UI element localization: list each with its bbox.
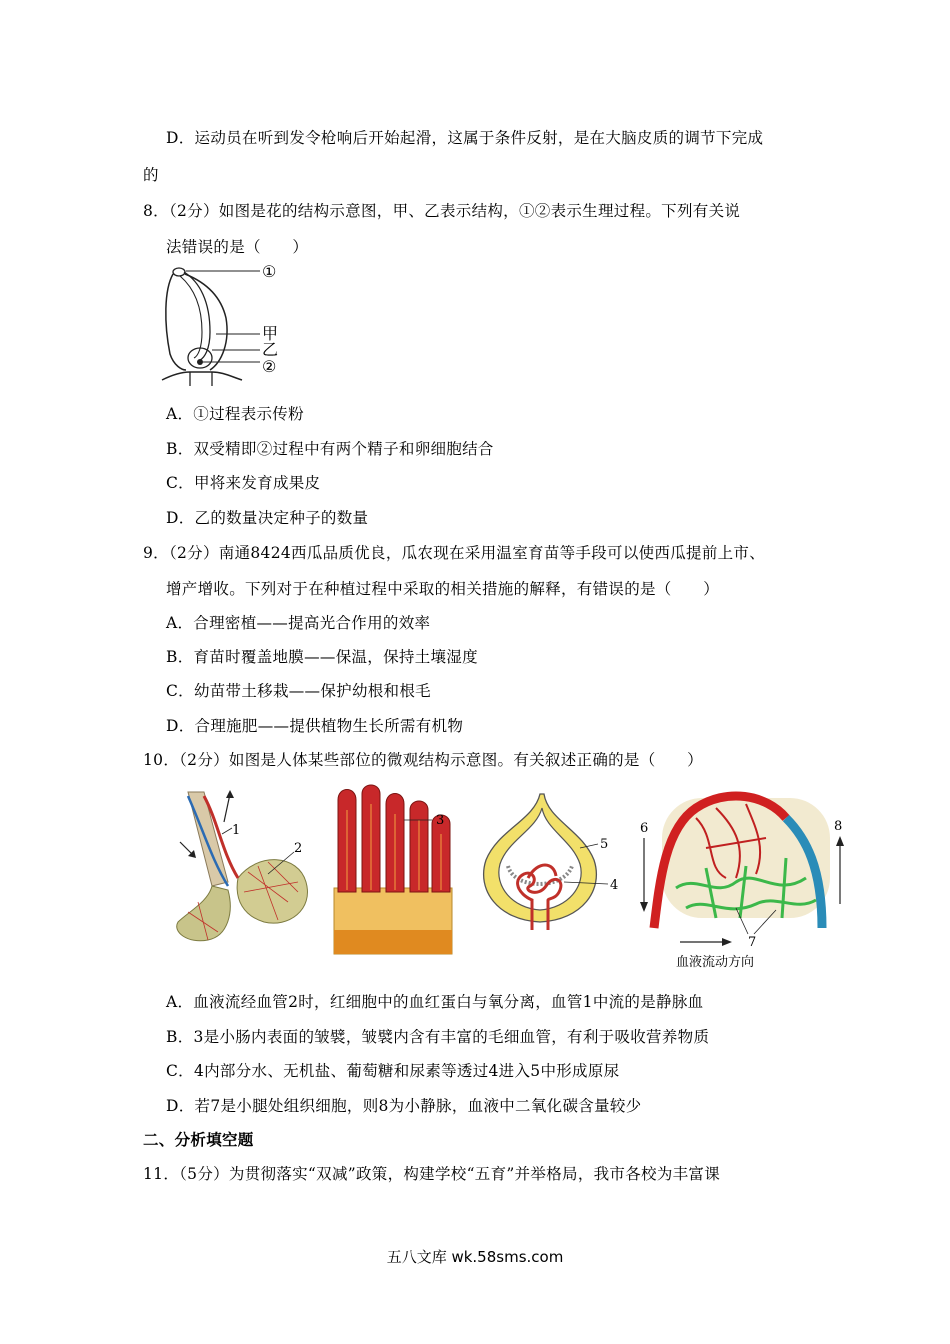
muscle-layer	[334, 930, 452, 954]
label-7: 7	[748, 935, 757, 950]
villi-group	[338, 785, 450, 892]
q8-option-d: D．乙的数量决定种子的数量	[166, 509, 369, 527]
q10-option-d: D．若7是小腿处组织细胞，则8为小静脉，血液中二氧化碳含量较少	[166, 1097, 642, 1115]
label-flow-direction: 血液流动方向	[676, 955, 755, 970]
q11-stem-line1: 11．（5分）为贯彻落实“双减”政策，构建学校“五育”并举格局，我市各校为丰富课	[143, 1165, 721, 1183]
arrowhead-down-6	[640, 902, 648, 912]
arrowhead-up-8	[836, 836, 844, 846]
renal-capsule-inner	[499, 808, 581, 910]
label-2: 2	[294, 841, 303, 856]
q9-stem-line1: 9．（2分）南通8424西瓜品质优良，瓜农现在采用温室育苗等手段可以使西瓜提前上市、	[143, 544, 766, 562]
receptacle-line	[162, 372, 242, 380]
label-process-1: ①	[262, 262, 277, 281]
flow-arrowhead	[722, 938, 732, 946]
arrowhead-up	[226, 790, 234, 798]
nephron-capsule-figure	[468, 790, 628, 940]
q9-option-d: D．合理施肥——提供植物生长所需有机物	[166, 717, 464, 735]
q10-option-b: B．3是小肠内表面的皱襞，皱襞内含有丰富的毛细血管，有利于吸收营养物质	[166, 1028, 710, 1046]
q9-stem-line2: 增产增收。下列对于在种植过程中采取的相关措施的解释，有错误的是（ ）	[166, 580, 720, 598]
q7-option-d-line2: 的	[143, 166, 159, 184]
label-1: 1	[232, 823, 241, 838]
q8-option-b: B．双受精即②过程中有两个精子和卵细胞结合	[166, 440, 494, 458]
q8-stem-line2: 法错误的是（ ）	[166, 238, 309, 256]
label-4: 4	[610, 878, 619, 893]
flower-structure-diagram	[160, 262, 290, 387]
q10-stem: 10．（2分）如图是人体某些部位的微观结构示意图。有关叙述正确的是（ ）	[143, 751, 703, 769]
label-6: 6	[640, 821, 649, 836]
stigma-shape	[173, 268, 185, 276]
alveolus-left	[177, 886, 230, 941]
q8-option-c: C．甲将来发育成果皮	[166, 474, 321, 492]
q8-stem-line1: 8．（2分）如图是花的结构示意图，甲、乙表示结构，①②表示生理过程。下列有关说	[143, 202, 741, 220]
q8-option-a: A．①过程表示传粉	[166, 405, 304, 423]
q9-option-c: C．幼苗带土移栽——保护幼根和根毛	[166, 682, 431, 700]
label-3: 3	[436, 813, 445, 828]
page-footer: 五八文库 wk.58sms.com	[386, 1248, 564, 1266]
label-yi: 乙	[262, 340, 279, 359]
villi-figure	[332, 780, 462, 958]
section-2-title: 二、分析填空题	[143, 1130, 254, 1149]
tissue-capillary-figure	[636, 778, 856, 973]
q9-option-a: A．合理密植——提高光合作用的效率	[166, 614, 431, 632]
leader-n1	[222, 828, 232, 834]
label-8: 8	[834, 819, 843, 834]
egg-cell-dot	[197, 359, 203, 365]
stalk-lines	[190, 372, 212, 386]
q10-option-c: C．4内部分水、无机盐、葡萄糖和尿素等透过4进入5中形成原尿	[166, 1062, 620, 1080]
style-inner	[180, 276, 202, 358]
q7-option-d-line1: D．运动员在听到发令枪响后开始起滑，这属于条件反射，是在大脑皮质的调节下完成	[166, 129, 764, 147]
q10-option-a: A．血液流经血管2时，红细胞中的血红蛋白与氧分离，血管1中流的是静脉血	[166, 993, 704, 1011]
q9-option-b: B．育苗时覆盖地膜——保温，保持土壤湿度	[166, 648, 478, 666]
label-5: 5	[600, 837, 609, 852]
arrow-up	[224, 794, 230, 822]
pistil-outline-left	[166, 274, 186, 370]
label-jia: 甲	[262, 324, 279, 343]
alveoli-figure	[168, 782, 318, 947]
label-process-2: ②	[262, 357, 277, 376]
